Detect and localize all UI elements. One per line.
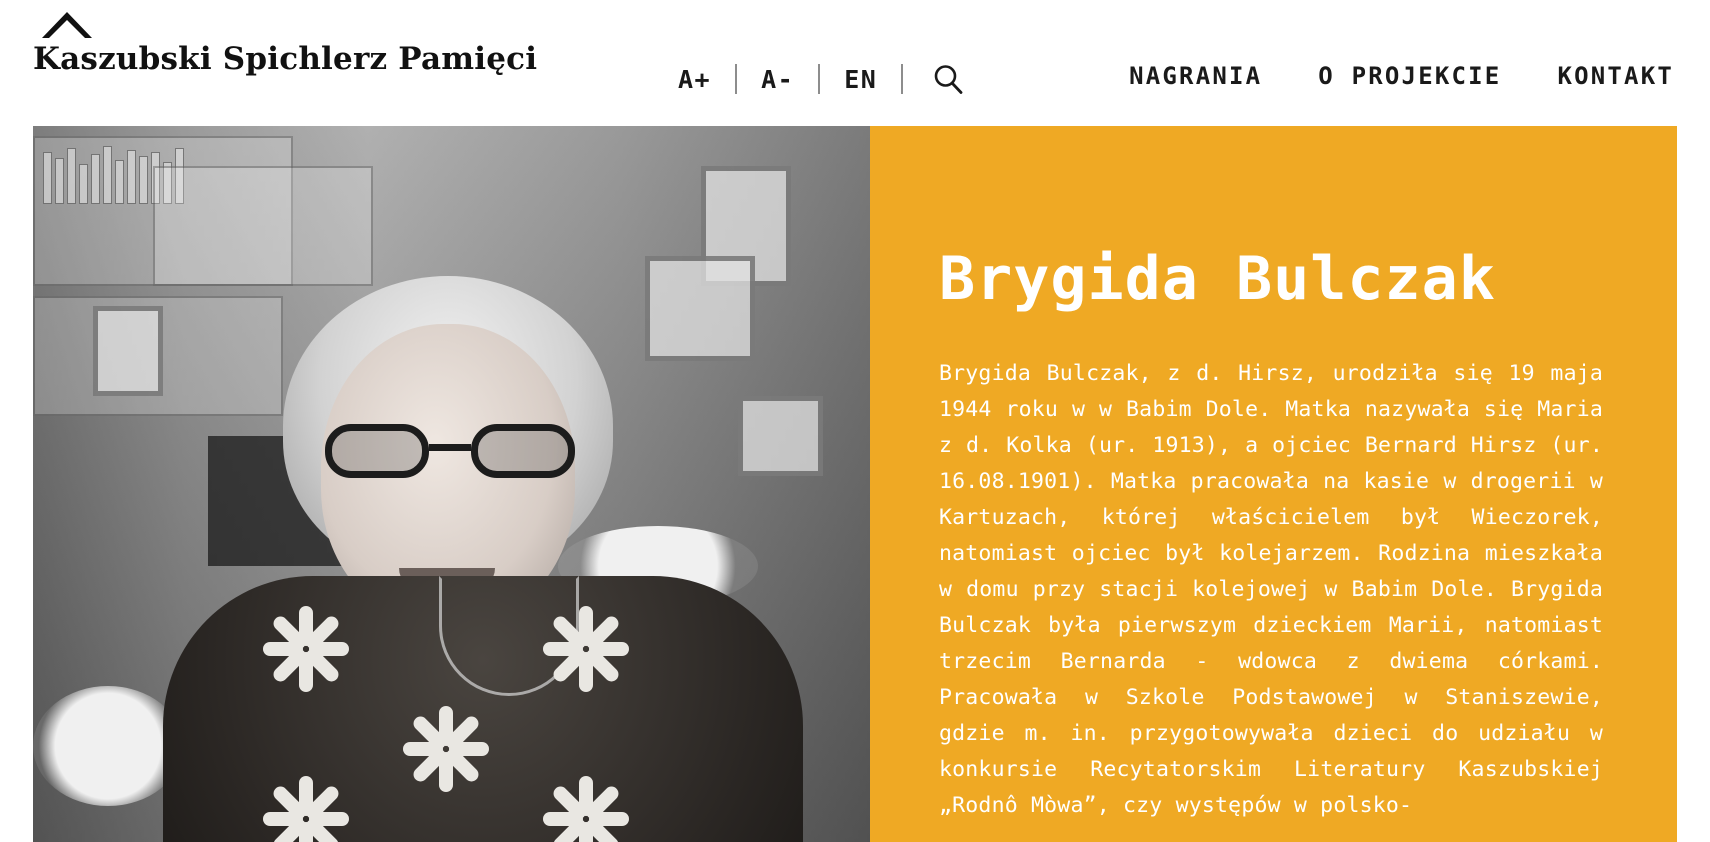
toolbar-divider (901, 64, 903, 94)
person-figure (203, 276, 763, 842)
site-header (0, 0, 1710, 126)
page-title: Brygida Bulczak (939, 244, 1496, 314)
sweater-flower (263, 606, 349, 692)
toolbar-divider (818, 64, 820, 94)
bio-panel (870, 126, 1677, 842)
nav-item-o-projekcie[interactable]: O PROJEKCIE (1318, 62, 1502, 90)
glasses (325, 424, 575, 480)
sweater-flower (263, 776, 349, 842)
font-decrease-button[interactable]: A- (761, 64, 795, 94)
site-title: Kaszubski Spichlerz Pamięci (33, 41, 538, 77)
nav-item-nagrania[interactable]: NAGRANIA (1129, 62, 1263, 90)
caret-up-icon (39, 8, 95, 40)
sweater-flower (403, 706, 489, 792)
bio-paragraph: Brygida Bulczak, z d. Hirsz, urodziła się 19 maja 1944 roku w w Babim Dole. Matka nazywała się Maria z d. Kolka (ur. 1913), a ojciec Bernard Hirsz (ur. 16.08.1901). Matka pracowała na kasie w drogerii w Kartuzach, której właścicielem był Wieczorek, natomiast ojciec był kolejarzem. Rodzina mieszkała w domu przy stacji kolejowej w Babim Dole. Brygida Bulczak była pierwszym dzieckiem Marii, natomiast trzecim Bernarda - wdowca z dwiema córkami. Pracowała w Szkole Podstawowej w Staniszewie, gdzie m. in. przygotowywała dzieci do udziału w konkursie Recytatorskim Literatury Kaszubskiej „Rodnô Mòwa”, czy występów w polsko- (939, 361, 1603, 818)
toolbar-divider (735, 64, 737, 94)
lace-cloth (33, 686, 183, 806)
search-button[interactable] (931, 62, 965, 96)
accessibility-toolbar (660, 62, 965, 96)
font-increase-button[interactable]: A+ (678, 64, 712, 94)
nav-item-kontakt[interactable]: KONTAKT (1557, 62, 1674, 90)
main-content (0, 126, 1710, 842)
magazine-stack (153, 166, 373, 286)
sweater-flower (543, 776, 629, 842)
photo-frame (93, 306, 163, 396)
main-navigation (1129, 64, 1674, 88)
portrait-photo (33, 126, 870, 842)
site-brand[interactable] (33, 8, 537, 76)
sweater-flower (543, 606, 629, 692)
search-icon (932, 63, 964, 95)
language-switch-button[interactable]: EN (844, 64, 878, 94)
